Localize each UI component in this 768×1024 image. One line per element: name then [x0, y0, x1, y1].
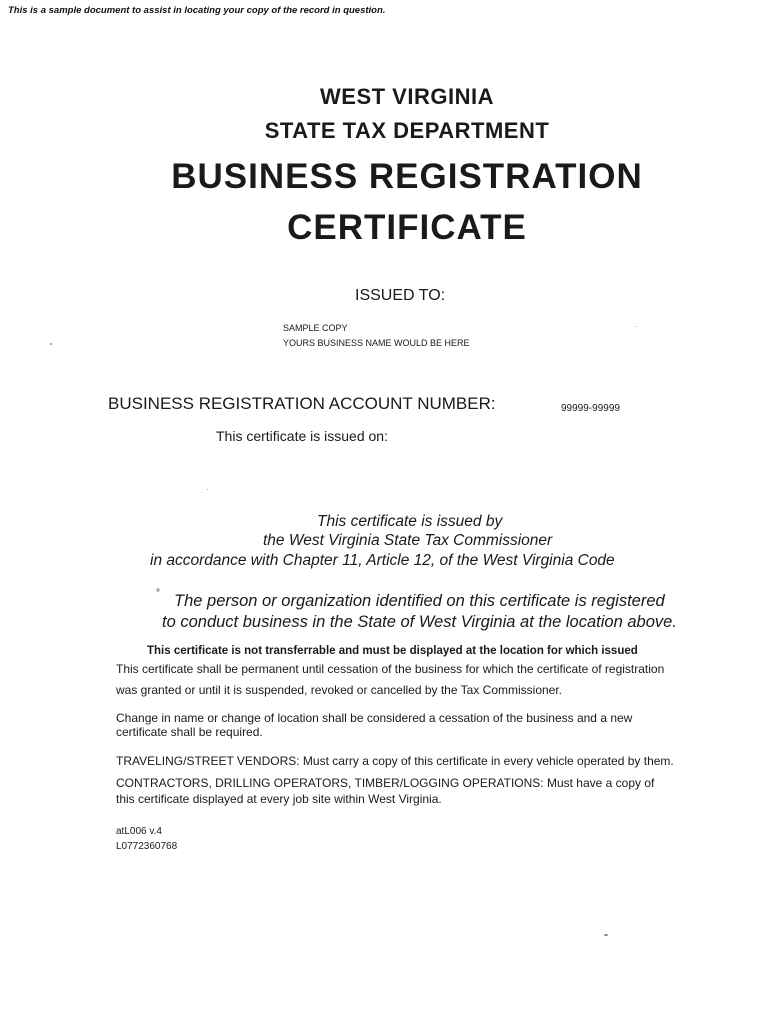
- issued-on-label: This certificate is issued on:: [216, 428, 388, 444]
- issued-by-line3: in accordance with Chapter 11, Article 12, of the West Virginia Code: [150, 552, 615, 569]
- issued-to-name-line2: YOURS BUSINESS NAME WOULD BE HERE: [283, 338, 470, 348]
- contractors-line2: this certificate displayed at every job site within West Virginia.: [116, 792, 442, 806]
- issued-to-name: [283, 321, 470, 351]
- account-number-value: 99999-99999: [561, 403, 620, 414]
- issued-to-label: ISSUED TO:: [355, 287, 446, 304]
- permanence-line2: was granted or until it is suspended, revoked or cancelled by the Tax Commissioner.: [116, 683, 563, 697]
- scan-speck: [636, 326, 637, 327]
- issued-to-name-line1: SAMPLE COPY: [283, 323, 348, 333]
- form-code-line1: atL006 v.4: [116, 826, 162, 837]
- header-certificate: CERTIFICATE: [287, 208, 527, 247]
- registered-bullet: °: [156, 588, 160, 599]
- form-code-line2: L0772360768: [116, 841, 178, 852]
- change-line2: certificate shall be required.: [116, 725, 263, 739]
- vendors-line: TRAVELING/STREET VENDORS: Must carry a copy of this certificate in every vehicle operated by them.: [116, 754, 674, 768]
- scan-speck: [604, 934, 608, 936]
- permanence-line1: This certificate shall be permanent until cessation of the business for which the certificate of registration: [116, 662, 665, 676]
- contractors-line1: CONTRACTORS, DRILLING OPERATORS, TIMBER/LOGGING OPERATIONS: Must have a copy of: [116, 776, 655, 790]
- change-line1: Change in name or change of location shall be considered a cessation of the business and a new: [116, 711, 633, 725]
- scan-speck: [207, 489, 208, 490]
- account-number-label: BUSINESS REGISTRATION ACCOUNT NUMBER:: [108, 394, 496, 413]
- transfer-notice: This certificate is not transferrable and must be displayed at the location for which issued: [147, 645, 638, 657]
- registered-line2: to conduct business in the State of West Virginia at the location above.: [162, 613, 677, 631]
- scan-speck: [50, 343, 52, 345]
- header-state: WEST VIRGINIA: [320, 84, 494, 109]
- header-business-registration: BUSINESS REGISTRATION: [171, 157, 643, 196]
- form-code: [116, 824, 177, 854]
- header-department: STATE TAX DEPARTMENT: [264, 118, 550, 143]
- issued-by-line2: the West Virginia State Tax Commissioner: [263, 532, 553, 549]
- registered-line1: The person or organization identified on this certificate is registered: [174, 592, 665, 610]
- sample-note: This is a sample document to assist in locating your copy of the record in question.: [8, 5, 386, 16]
- issued-by-line1: This certificate is issued by: [317, 513, 503, 530]
